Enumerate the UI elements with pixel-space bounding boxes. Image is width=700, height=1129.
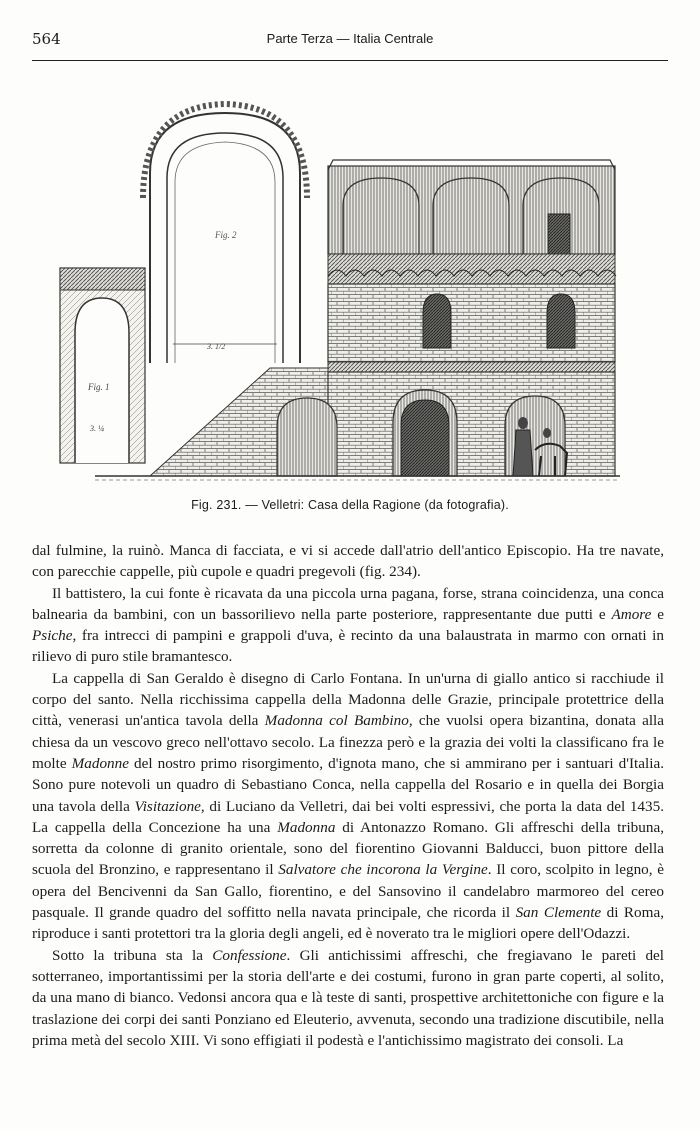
paragraph bbox=[32, 668, 664, 945]
fig2-dimension: 3. 1/2 bbox=[207, 342, 226, 351]
figure-caption: Fig. 231. — Velletri: Casa della Ragione (da fotografia). bbox=[191, 498, 509, 512]
building-illustration bbox=[55, 78, 655, 498]
fig1-doorway-drawing bbox=[60, 268, 145, 463]
text-run: di Roma, riproduce i santi protettori tra la gloria degli angeli, ed è noverato tra le migliori opere dell'Odazzi. bbox=[32, 904, 664, 943]
body-text bbox=[32, 540, 664, 1051]
text-run: , che vuolsi opera bizantina, donata alla chiesa da un vescovo greco nell'ottavo secolo. La finezza però e la grazia dei volti la classificano fra le molte bbox=[32, 712, 664, 772]
paragraph bbox=[32, 945, 664, 1051]
text-run: del nostro primo risorgimento, d'ignota mano, che si ammirano per i santuari d'Italia. Sono pure notevoli un quadro di Sebastiano Conca, nella cappella del Rosario e in quella dei Borgia una tavola della bbox=[32, 754, 664, 815]
italic-title: Salvatore che incorona la Vergine bbox=[278, 861, 488, 879]
fig1-dimension: 3. ¼ bbox=[90, 424, 104, 433]
text-run: . Gli antichissimi affreschi, che fregiavano le pareti del sotterraneo, importantissimi per la storia dell'arte e dei costumi, furono in gran parte coperti, al solito, da una mano di bianco. Vedonsi ancora qua e là teste di santi, prospettive architettoniche con figure e la traslazione dei corpi dei santi Ponziano ed Eleuterio, avvenuta, secondo una tradizione discutibile, nella prima metà del secolo XIII. Vi sono effigiati il podestà e l'antichissimo magistrato dei consoli. La bbox=[32, 946, 665, 1049]
paragraph bbox=[32, 583, 664, 668]
italic-title: San Clemente bbox=[515, 904, 602, 922]
casa-della-ragione-building bbox=[95, 160, 620, 480]
italic-title: Confessione bbox=[212, 946, 287, 964]
text-run: Sotto la tribuna sta la bbox=[52, 946, 213, 964]
page-number: 564 bbox=[32, 30, 61, 48]
running-title: Parte Terza — Italia Centrale bbox=[266, 31, 434, 46]
fig2-doorway-drawing bbox=[143, 104, 307, 363]
text-run: dal fulmine, la ruinò. Manca di facciata, e vi si accede dall'atrio dell'antico Episcopio. Ha tre navate, con parecchie cappelle, più cupole e quadri pregevoli (fig. 234). bbox=[32, 542, 664, 581]
text-run: . Il coro, scolpito in legno, è opera del Bencivenni da San Gallo, fiorentino, e del Sansovino il candelabro marmoreo del cereo pasquale. Il grande quadro del soffitto nella navata principale, che ricorda il bbox=[32, 861, 665, 922]
text-run: di Antonazzo Romano. Gli affreschi della tribuna, sorretta da colonne di granito orientale, sono del fiorentino Giovanni Balducci, buon pittore della scuola del Bronzino, e rappresentano il bbox=[32, 818, 664, 879]
running-header bbox=[32, 30, 668, 52]
text-run: La cappella di San Geraldo è disegno di Carlo Fontana. In un'urna di giallo antico si racchiude il corpo del santo. Nella ricchissima cappella della Madonna delle Grazie, principale protettrice della città, venerasi un'antica tavola della bbox=[32, 669, 664, 730]
fig2-label: Fig. 2 bbox=[215, 230, 237, 240]
text-run: e bbox=[651, 605, 664, 623]
text-run: Il battistero, la cui fonte è ricavata da una piccola urna pagana, forse, strana coincidenza, una conca balnearia da bambini, con un bassorilievo nella parte posteriore, rappresentante due putti e bbox=[32, 584, 664, 623]
italic-title: Madonna col Bambino bbox=[264, 712, 409, 730]
fig1-label: Fig. 1 bbox=[88, 382, 110, 392]
italic-title: Visitazione bbox=[134, 797, 201, 815]
italic-title: Amore bbox=[611, 605, 652, 623]
paragraph bbox=[32, 540, 664, 583]
italic-title: Madonne bbox=[71, 754, 129, 772]
italic-title: Psiche bbox=[32, 627, 73, 645]
header-rule bbox=[32, 60, 668, 61]
text-run: , fra intrecci di pampini e grappoli d'uva, è recinto da una balaustrata in marmo con ornati in rilievo di puro stile bramantesco. bbox=[32, 627, 664, 666]
text-run: , di Luciano da Velletri, dai bei volti espressivi, che porta la data del 1435. La cappella della Concezione ha una bbox=[32, 797, 665, 836]
italic-title: Madonna bbox=[277, 818, 336, 836]
